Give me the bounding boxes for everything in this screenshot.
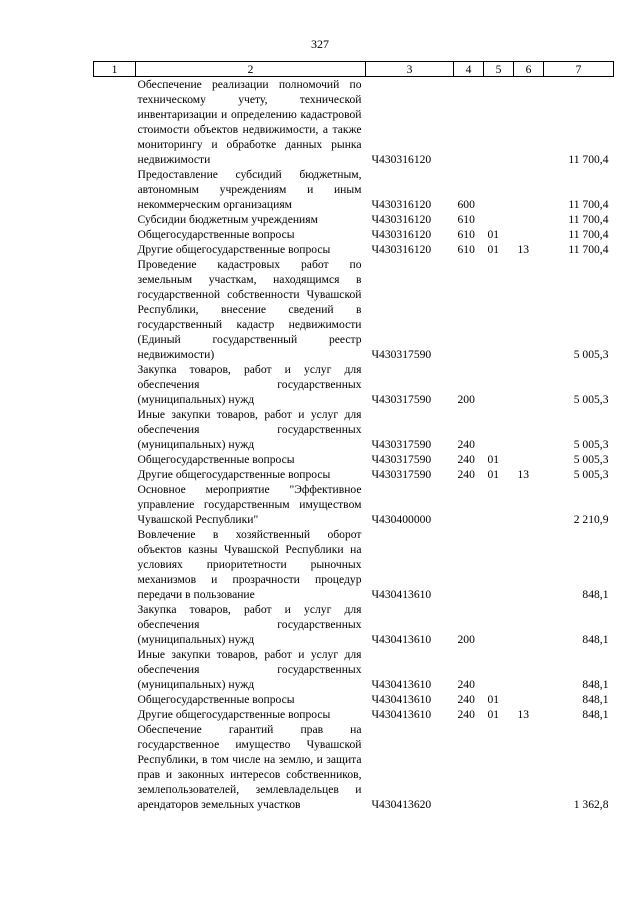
cell-expense-type: 240 (457, 693, 475, 706)
cell-amount: 848,1 (582, 678, 609, 691)
cell-name: Закупка товаров, работ и услуг для обеспечения государственных (муниципальных) нужд (137, 363, 362, 406)
cell-name: Общегосударственные вопросы (137, 453, 295, 466)
cell-subsection (514, 167, 544, 212)
table-row (94, 602, 614, 647)
cell-expense-type (454, 527, 484, 602)
cell-empty (94, 707, 136, 722)
table-row (94, 167, 614, 212)
table-row (94, 527, 614, 602)
table-header-row (94, 62, 614, 77)
cell-name: Другие общегосударственные вопросы (137, 468, 331, 481)
cell-amount: 5 005,3 (573, 453, 609, 466)
cell-subsection (514, 407, 544, 452)
cell-empty (94, 242, 136, 257)
cell-subsection (514, 692, 544, 707)
cell-section: 01 (487, 243, 500, 256)
cell-name: Обеспечение реализации полномочий по техническому учету, технической инвентаризации и определению кадастровой стоимости объектов недвижимости, а также мониторингу и обработке данных рынка недвижимости (137, 78, 362, 166)
table-row (94, 212, 614, 227)
table-row (94, 452, 614, 467)
cell-target-code: Ч430413610 (371, 633, 432, 646)
cell-expense-type (454, 257, 484, 362)
cell-expense-type: 610 (457, 213, 475, 226)
cell-subsection (514, 647, 544, 692)
page-number: 327 (311, 37, 329, 51)
cell-subsection (514, 212, 544, 227)
cell-empty (94, 257, 136, 362)
table-body (94, 77, 614, 813)
cell-subsection (514, 452, 544, 467)
table-row (94, 722, 614, 812)
cell-amount: 5 005,3 (573, 393, 609, 406)
cell-name: Общегосударственные вопросы (137, 228, 295, 241)
cell-subsection (514, 482, 544, 527)
cell-amount: 11 700,4 (568, 153, 609, 166)
cell-empty (94, 227, 136, 242)
cell-target-code: Ч430316120 (371, 213, 432, 226)
cell-section: 01 (487, 468, 500, 481)
cell-expense-type: 610 (457, 228, 475, 241)
cell-empty (94, 722, 136, 812)
cell-section (484, 362, 514, 407)
cell-amount: 11 700,4 (568, 243, 609, 256)
cell-amount: 848,1 (582, 633, 609, 646)
cell-empty (94, 482, 136, 527)
cell-amount: 848,1 (582, 708, 609, 721)
cell-name: Иные закупки товаров, работ и услуг для обеспечения государственных (муниципальных) нужд (137, 408, 362, 451)
cell-subsection: 13 (517, 708, 530, 721)
cell-expense-type: 240 (457, 468, 475, 481)
col-header-7: 7 (544, 62, 614, 77)
cell-empty (94, 362, 136, 407)
cell-empty (94, 692, 136, 707)
table-row (94, 482, 614, 527)
cell-target-code: Ч430413610 (371, 693, 432, 706)
cell-empty (94, 467, 136, 482)
budget-table (93, 61, 614, 812)
cell-target-code: Ч430413610 (371, 678, 432, 691)
cell-empty (94, 647, 136, 692)
col-header-2: 2 (136, 62, 366, 77)
cell-name: Предоставление субсидий бюджетным, автономным учреждениям и иным некоммерческим организациям (137, 168, 362, 211)
table-row (94, 707, 614, 722)
table-row (94, 467, 614, 482)
cell-section: 01 (487, 453, 500, 466)
cell-target-code: Ч430413610 (371, 708, 432, 721)
cell-expense-type: 610 (457, 243, 475, 256)
cell-target-code: Ч430316120 (371, 228, 432, 241)
table-row (94, 407, 614, 452)
col-header-4: 4 (454, 62, 484, 77)
cell-amount: 5 005,3 (573, 438, 609, 451)
col-header-3: 3 (366, 62, 454, 77)
cell-section: 01 (487, 693, 500, 706)
cell-subsection (514, 77, 544, 168)
cell-target-code: Ч430413620 (371, 798, 432, 811)
cell-target-code: Ч430317590 (371, 393, 432, 406)
cell-target-code: Ч430316120 (371, 153, 432, 166)
cell-target-code: Ч430317590 (371, 438, 432, 451)
table-row (94, 692, 614, 707)
col-header-6: 6 (514, 62, 544, 77)
cell-name: Общегосударственные вопросы (137, 693, 295, 706)
cell-amount: 1 362,8 (573, 798, 609, 811)
table-row (94, 242, 614, 257)
cell-name: Закупка товаров, работ и услуг для обеспечения государственных (муниципальных) нужд (137, 603, 362, 646)
cell-section (484, 482, 514, 527)
cell-subsection (514, 527, 544, 602)
cell-section (484, 527, 514, 602)
cell-section (484, 722, 514, 812)
cell-empty (94, 527, 136, 602)
cell-section: 01 (487, 708, 500, 721)
cell-empty (94, 77, 136, 168)
table-row (94, 227, 614, 242)
cell-expense-type: 200 (457, 633, 475, 646)
cell-target-code: Ч430317590 (371, 348, 432, 361)
cell-subsection (514, 722, 544, 812)
col-header-5: 5 (484, 62, 514, 77)
col-header-1: 1 (94, 62, 136, 77)
cell-subsection: 13 (517, 243, 530, 256)
cell-name: Обеспечение гарантий прав на государственное имущество Чувашской Республики, в том числе на землю, и защита прав и законных интересов собственников, землепользователей, землевладельцев и арендаторов земельных участков (137, 723, 362, 811)
table-row (94, 647, 614, 692)
cell-empty (94, 602, 136, 647)
cell-subsection (514, 227, 544, 242)
cell-target-code: Ч430316120 (371, 243, 432, 256)
cell-name: Другие общегосударственные вопросы (137, 708, 331, 721)
cell-expense-type: 240 (457, 708, 475, 721)
cell-subsection (514, 602, 544, 647)
cell-expense-type: 240 (457, 453, 475, 466)
cell-empty (94, 212, 136, 227)
cell-name: Иные закупки товаров, работ и услуг для обеспечения государственных (муниципальных) нужд (137, 648, 362, 691)
cell-subsection (514, 257, 544, 362)
cell-subsection: 13 (517, 468, 530, 481)
cell-name: Другие общегосударственные вопросы (137, 243, 331, 256)
cell-expense-type (454, 722, 484, 812)
cell-section (484, 257, 514, 362)
cell-expense-type (454, 77, 484, 168)
cell-target-code: Ч430317590 (371, 453, 432, 466)
cell-section (484, 212, 514, 227)
cell-section (484, 647, 514, 692)
cell-amount: 5 005,3 (573, 348, 609, 361)
cell-amount: 848,1 (582, 588, 609, 601)
cell-expense-type: 600 (457, 198, 475, 211)
cell-expense-type: 240 (457, 678, 475, 691)
cell-empty (94, 407, 136, 452)
cell-section (484, 77, 514, 168)
cell-empty (94, 452, 136, 467)
cell-amount: 11 700,4 (568, 198, 609, 211)
cell-name: Вовлечение в хозяйственный оборот объектов казны Чувашской Республики на условиях приоритетности рыночных механизмов и прозрачности процедур передачи в пользование (137, 528, 362, 601)
cell-subsection (514, 362, 544, 407)
table-row (94, 362, 614, 407)
cell-name: Проведение кадастровых работ по земельным участкам, находящимся в государственной собственности Чувашской Республики, внесение сведений в государственный кадастр недвижимости (Единый государственный реестр недвижимости) (137, 258, 362, 361)
cell-target-code: Ч430400000 (371, 513, 432, 526)
cell-section: 01 (487, 228, 500, 241)
cell-target-code: Ч430413610 (371, 588, 432, 601)
cell-expense-type: 240 (457, 438, 475, 451)
cell-empty (94, 167, 136, 212)
cell-section (484, 407, 514, 452)
cell-amount: 5 005,3 (573, 468, 609, 481)
cell-name: Основное мероприятие "Эффективное управление государственным имуществом Чувашской Республики" (137, 483, 362, 526)
table-row (94, 257, 614, 362)
cell-amount: 848,1 (582, 693, 609, 706)
cell-target-code: Ч430317590 (371, 468, 432, 481)
cell-target-code: Ч430316120 (371, 198, 432, 211)
cell-section (484, 602, 514, 647)
cell-name: Субсидии бюджетным учреждениям (137, 213, 318, 226)
table-row (94, 77, 614, 168)
cell-expense-type: 200 (457, 393, 475, 406)
cell-amount: 11 700,4 (568, 213, 609, 226)
cell-amount: 2 210,9 (573, 513, 609, 526)
cell-section (484, 167, 514, 212)
cell-amount: 11 700,4 (568, 228, 609, 241)
cell-expense-type (454, 482, 484, 527)
